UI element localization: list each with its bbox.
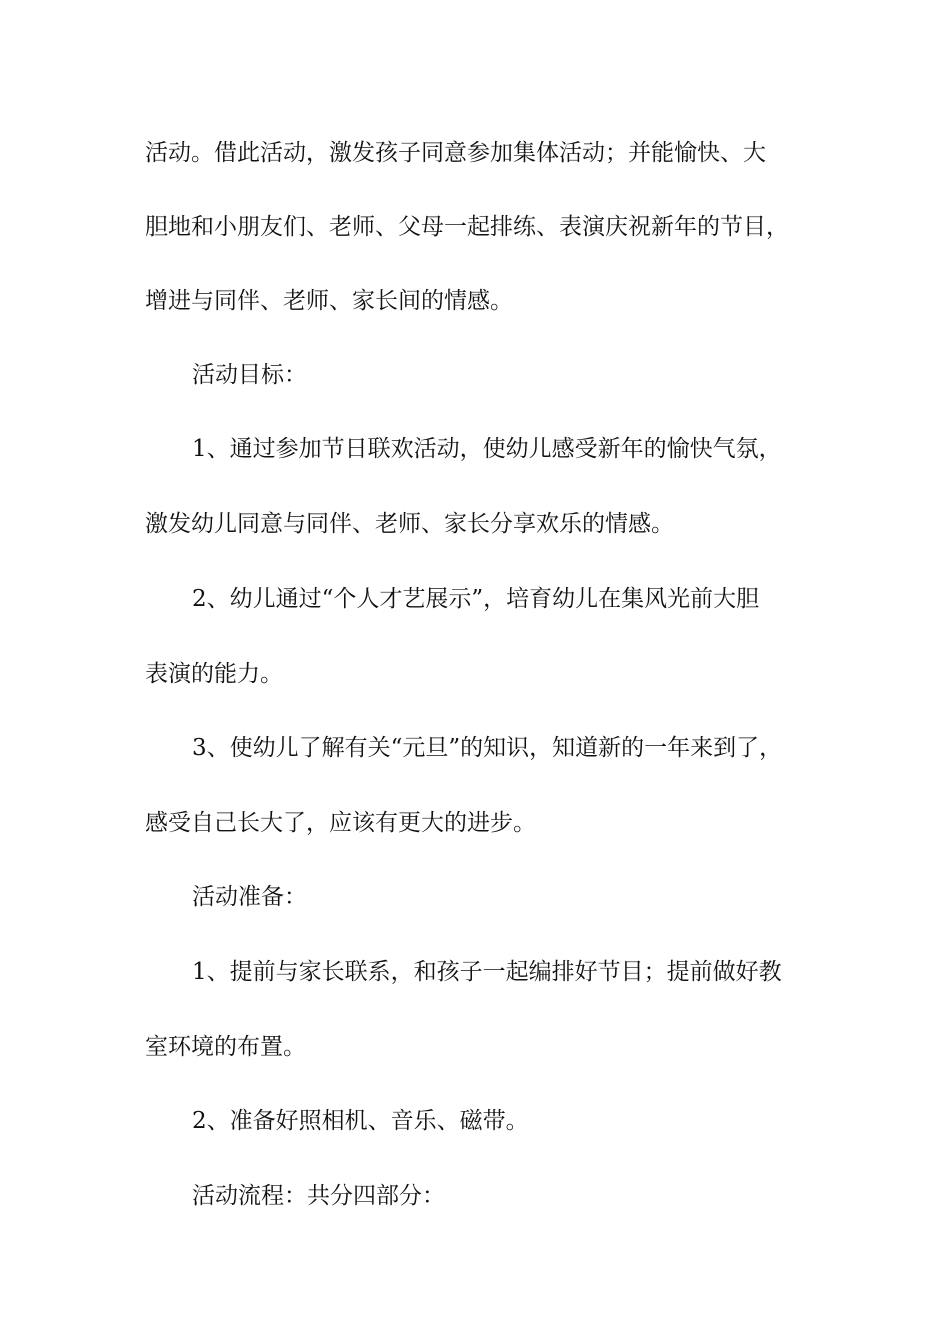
section-heading: 活动目标： (192, 362, 307, 388)
paragraph-line: 胆地和小朋友们、老师、父母一起排练、表演庆祝新年的节目， (145, 214, 789, 240)
paragraph-line: 感受自己长大了，应该有更大的进步。 (145, 810, 536, 836)
paragraph-line: 2、准备好照相机、音乐、磁带。 (192, 1108, 529, 1134)
paragraph-line: 室环境的布置。 (145, 1034, 306, 1060)
paragraph-line: 2、幼儿通过“个人才艺展示”，培育幼儿在集风光前大胆 (192, 586, 760, 612)
paragraph-line: 增进与同伴、老师、家长间的情感。 (145, 288, 513, 314)
section-heading: 活动流程：共分四部分： (192, 1183, 445, 1209)
paragraph-line: 1、通过参加节日联欢活动，使幼儿感受新年的愉快气氛， (192, 436, 782, 462)
paragraph-line: 表演的能力。 (145, 661, 283, 687)
paragraph-line: 1、提前与家长联系，和孩子一起编排好节目；提前做好教 (192, 959, 782, 985)
paragraph-line: 3、使幼儿了解有关“元旦”的知识，知道新的一年来到了， (192, 735, 783, 761)
paragraph-line: 活动。借此活动，激发孩子同意参加集体活动；并能愉快、大 (145, 140, 766, 166)
section-heading: 活动准备： (192, 884, 307, 910)
paragraph-line: 激发幼儿同意与同伴、老师、家长分享欢乐的情感。 (145, 511, 674, 537)
